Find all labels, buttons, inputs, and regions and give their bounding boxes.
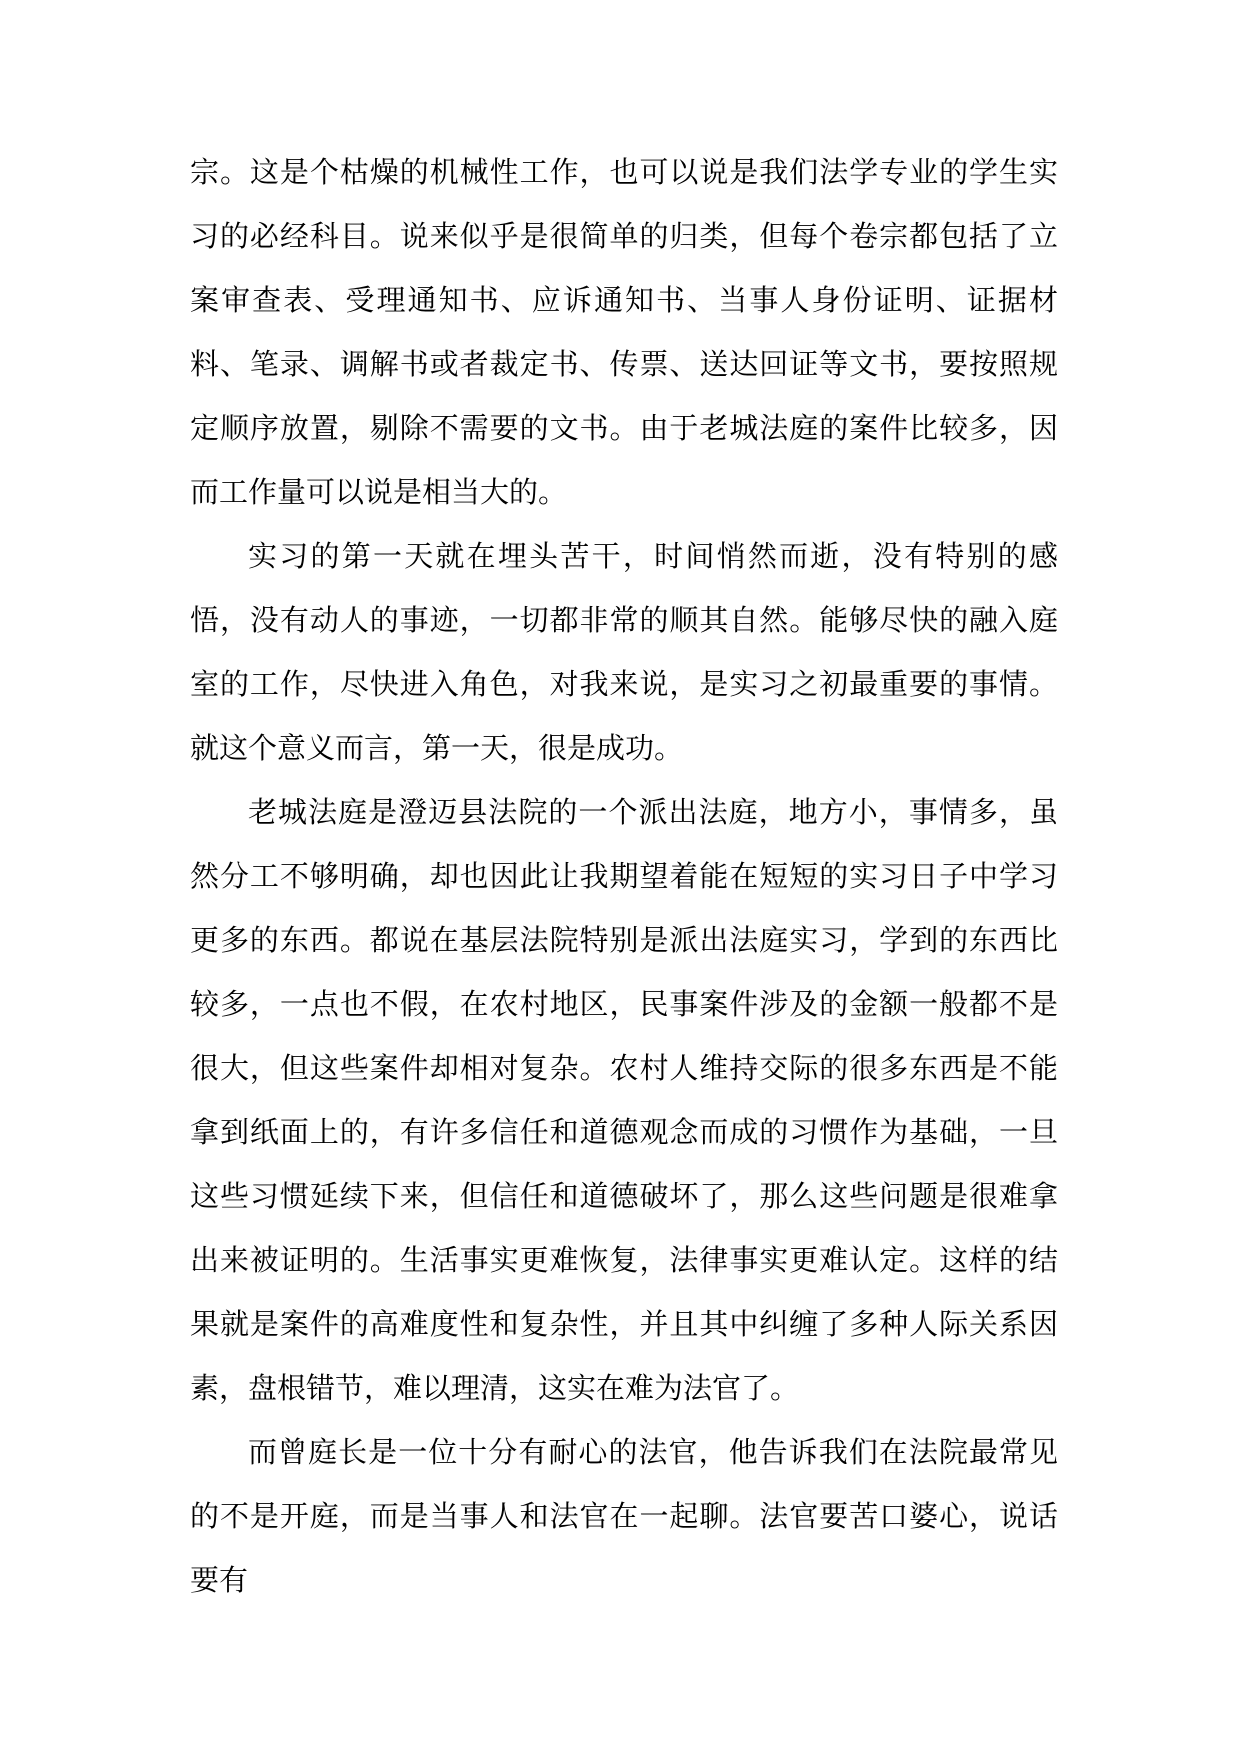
paragraph-4: 而曾庭长是一位十分有耐心的法官，他告诉我们在法院最常见的不是开庭，而是当事人和法官在一起聊。法官要苦口婆心，说话要有 <box>190 1435 1058 1597</box>
document-body <box>190 140 1058 1612</box>
paragraph-1: 宗。这是个枯燥的机械性工作，也可以说是我们法学专业的学生实习的必经科目。说来似乎是很简单的归类，但每个卷宗都包括了立案审查表、受理通知书、应诉通知书、当事人身份证明、证据材料、笔录、调解书或者裁定书、传票、送达回证等文书，要按照规定顺序放置，剔除不需要的文书。由于老城法庭的案件比较多，因而工作量可以说是相当大的。 <box>190 155 1058 509</box>
paragraph-2: 实习的第一天就在埋头苦干，时间悄然而逝，没有特别的感悟，没有动人的事迹，一切都非常的顺其自然。能够尽快的融入庭室的工作，尽快进入角色，对我来说，是实习之初最重要的事情。就这个意义而言，第一天，很是成功。 <box>190 539 1058 765</box>
paragraph-3: 老城法庭是澄迈县法院的一个派出法庭，地方小，事情多，虽然分工不够明确，却也因此让我期望着能在短短的实习日子中学习更多的东西。都说在基层法院特别是派出法庭实习，学到的东西比较多，一点也不假，在农村地区，民事案件涉及的金额一般都不是很大，但这些案件却相对复杂。农村人维持交际的很多东西是不能拿到纸面上的，有许多信任和道德观念而成的习惯作为基础，一旦这些习惯延续下来，但信任和道德破坏了，那么这些问题是很难拿出来被证明的。生活事实更难恢复，法律事实更难认定。这样的结果就是案件的高难度性和复杂性，并且其中纠缠了多种人际关系因素，盘根错节，难以理清，这实在难为法官了。 <box>190 795 1058 1405</box>
